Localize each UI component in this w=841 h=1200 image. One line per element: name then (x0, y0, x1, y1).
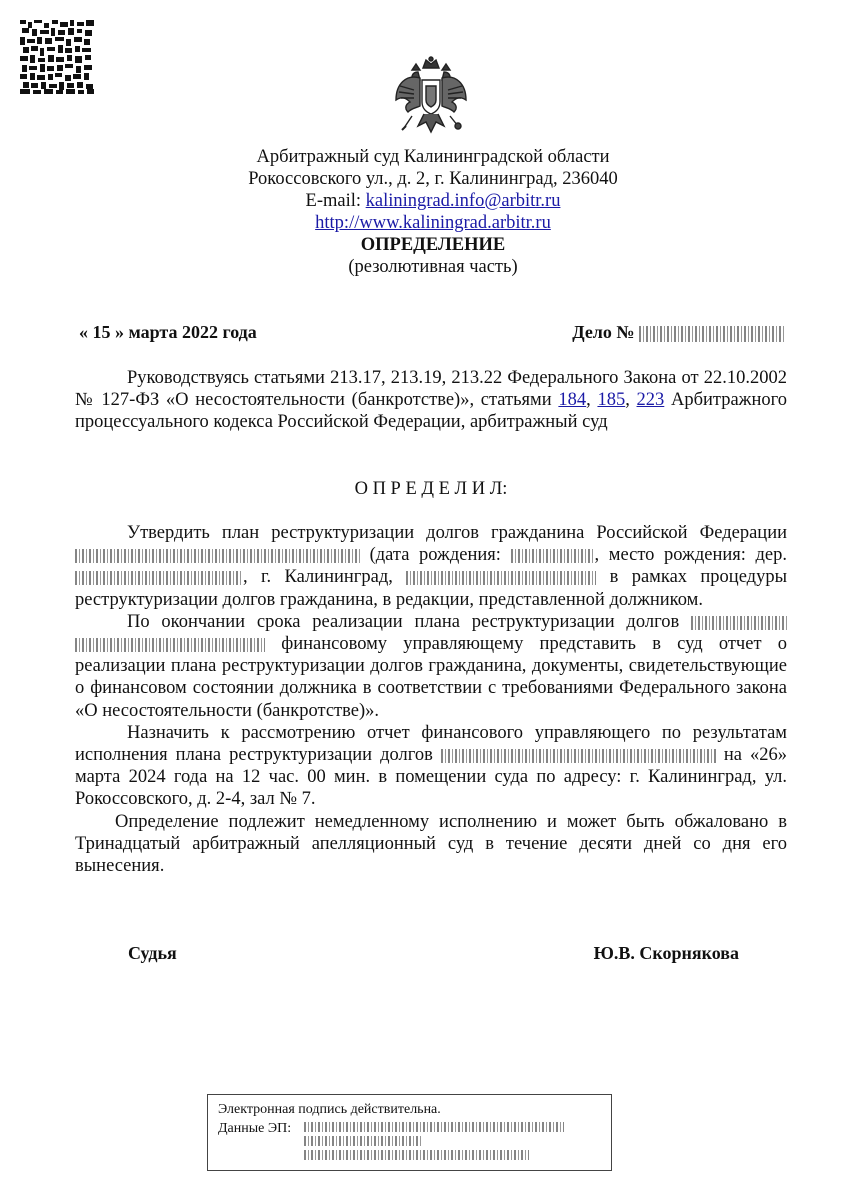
document-subtype: (резолютивная часть) (348, 257, 518, 277)
ruling-paragraph-1: Утвердить план реструктуризации долгов гражданина Российской Федерации (дата рождения: , место рождения: дер. , г. Калининград, в рамках процедуры реструктуризации долгов гражданина, в редакции, представленной должником. (75, 523, 788, 610)
ruling-paragraph-2: По окончании срока реализации плана реструктуризации долгов финансовому управляющему представить в суд отчет о реализации плана реструктуризации долгов гражданина, документы, свидетельствующие о финансовом состоянии должника в соответствии с требованиями Федерального закона «О несостоятельности (банкротстве)». (75, 611, 787, 721)
redacted-debtor-name (441, 749, 716, 763)
ruling-heading (75, 478, 787, 500)
intro-text-end: Арбитражного процессуального кодекса Российской Федерации, арбитражный суд (75, 390, 787, 433)
e-signature-box (207, 1094, 612, 1171)
website-link[interactable]: http://www.kaliningrad.arbitr.ru (315, 213, 551, 233)
date-case-line (79, 322, 785, 343)
redacted-signature-line-1 (304, 1122, 564, 1132)
judge-role: Судья (128, 943, 177, 963)
judge-name: Ю.В. Скорнякова (593, 943, 739, 963)
decision-date: « 15 » марта 2022 года (79, 322, 257, 342)
e-signature-status: Электронная подпись действительна. (218, 1102, 441, 1117)
e-signature-data (304, 1119, 564, 1164)
article-185-link[interactable]: 185 (597, 390, 626, 411)
court-address: Рокоссовского ул., д. 2, г. Калининград, 236040 (248, 169, 618, 189)
case-label: Дело № (572, 322, 639, 342)
email-link[interactable]: kaliningrad.info@arbitr.ru (365, 191, 561, 211)
signature-line (128, 943, 739, 964)
redacted-case-number (639, 326, 785, 342)
intro-text: Руководствуясь статьями 213.17, 213.19, 213.22 Федерального Закона от 22.10.2002 № 127-ФЗ «О несостоятельности (банкротстве)», статьями (75, 368, 787, 411)
ruling-body (75, 522, 787, 877)
document-type: ОПРЕДЕЛЕНИЕ (360, 235, 506, 255)
redacted-debtor-name-cont (75, 638, 265, 652)
ruling-paragraph-4: Определение подлежит немедленному исполнению и может быть обжаловано в Тринадцатый арбитражный апелляционный суд в течение десяти дней со дня его вынесения. (75, 811, 787, 877)
court-header (0, 146, 841, 278)
redacted-signature-line-2 (304, 1136, 422, 1146)
ruling-paragraph-3: Назначить к рассмотрению отчет финансового управляющего по результатам исполнения плана реструктуризации долгов на «26» марта 2024 года на 12 час. 00 мин. в помещении суда по адресу: г. Калининград, ул. Рокоссовского, д. 2-4, зал № 7. (75, 722, 787, 810)
ruling-heading-text: О П Р Е Д Е Л И Л: (354, 479, 508, 499)
article-223-link[interactable]: 223 (636, 390, 665, 411)
court-name: Арбитражный суд Калининградской области (256, 147, 610, 167)
court-email-line (0, 190, 841, 212)
redacted-birth-date (511, 549, 595, 563)
case-number (572, 322, 785, 343)
redacted-debtor-name (691, 616, 787, 630)
redacted-birth-place (75, 571, 243, 585)
redacted-signature-line-3 (304, 1150, 529, 1160)
qr-code-icon (20, 20, 94, 94)
e-signature-data-label: Данные ЭП: (218, 1121, 292, 1136)
redacted-address (406, 571, 596, 585)
article-184-link[interactable]: 184 (558, 390, 587, 411)
email-label: E-mail: (305, 191, 366, 211)
redacted-debtor-name (75, 549, 360, 563)
russian-coat-of-arms-icon (392, 56, 470, 136)
intro-paragraph: Руководствуясь статьями 213.17, 213.19, 213.22 Федерального Закона от 22.10.2002 № 127-ФЗ «О несостоятельности (банкротстве)», статьями 184, 185, 223 Арбитражного процессуального кодекса Российской Федерации, арбитражный суд (75, 368, 787, 433)
